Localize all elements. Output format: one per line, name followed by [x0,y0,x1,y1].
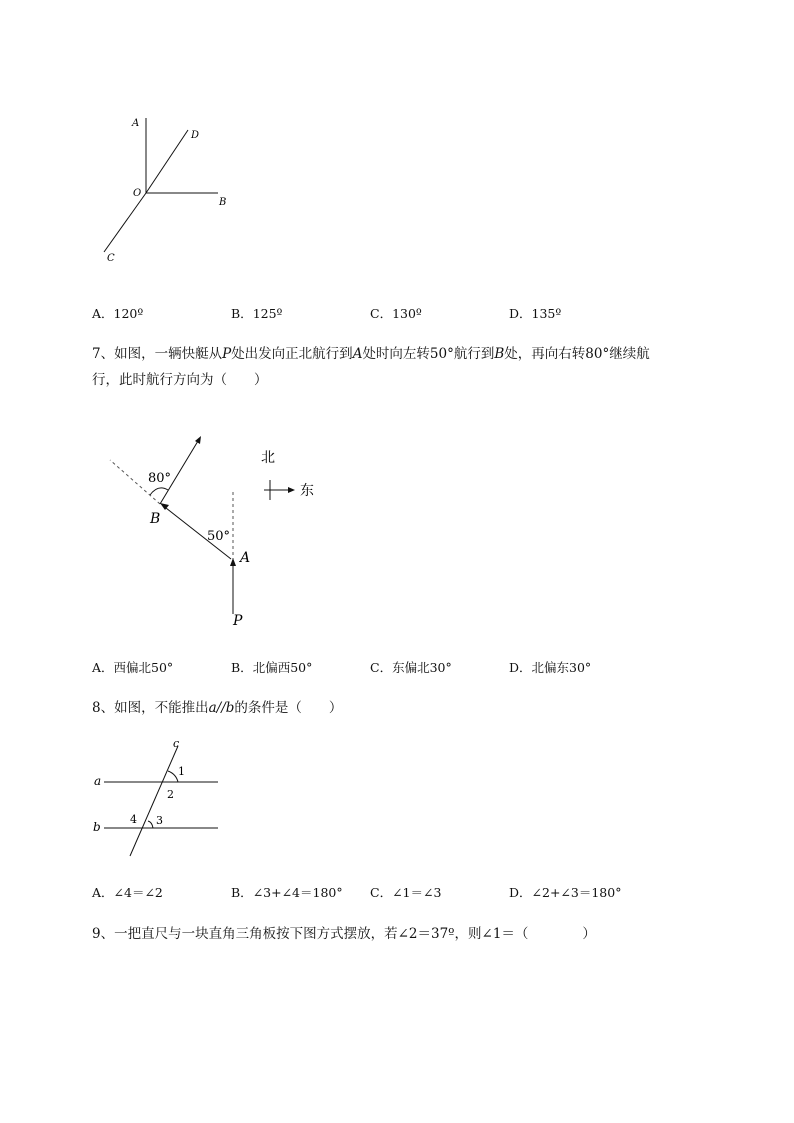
figure-boat-route [100,428,330,633]
q7-stem-line1: 7、如图，一辆快艇从P处出发向正北航行到A处时向左转50°航行到B处，再向右转80°继续航 [92,346,650,362]
arrow-pa [230,558,236,566]
q7-option-a: A．西偏北50° [92,660,174,675]
angle-arc-b [150,488,168,495]
arrow-b-onward [195,436,201,444]
point-p-label: P [233,613,243,629]
angle-4-label: 4 [130,813,137,826]
ray-od [146,130,188,193]
compass-east-label: 东 [300,483,314,499]
q9-stem: 9、一把直尺与一块直角三角板按下图方式摆放，若∠2＝37º，则∠1＝（ ） [92,926,596,942]
label-b: B [219,197,227,208]
label-c: C [107,253,115,264]
q6-option-a: A．120º [92,306,144,321]
q8-option-d: D．∠2+∠3＝180° [509,885,622,900]
q7-option-d: D．北偏东30° [509,660,592,675]
label-b: b [93,820,101,834]
line-c [130,746,178,856]
q7-option-b: B．北偏西50° [231,660,313,675]
compass-north-label: 北 [261,450,275,466]
ray-oc [104,193,146,252]
angle-1-label: 1 [178,765,185,778]
angle-arc-3 [148,821,153,828]
q7-option-c: C．东偏北30° [370,660,452,675]
angle-3-label: 3 [156,814,163,827]
label-o: O [133,188,142,199]
q8-option-b: B．∠3+∠4＝180° [231,885,343,900]
figure-parallel-lines [90,736,230,860]
label-d: D [191,130,200,141]
angle-2-label: 2 [167,788,174,801]
q7-stem-line2: 行，此时航行方向为（ ） [92,372,268,388]
q8-option-a: A．∠4＝∠2 [92,885,163,900]
q8-option-c: C．∠1＝∠3 [370,885,442,900]
q6-option-c: C．130º [370,306,422,321]
point-a-label: A [240,550,251,566]
label-a: a [94,774,102,788]
label-c: c [173,737,180,750]
angle-50-label: 50° [207,529,231,544]
point-b-label: B [150,511,161,527]
compass-icon [264,480,295,500]
q8-stem: 8、如图，不能推出a//b的条件是（ ） [92,700,343,716]
angle-80-label: 80° [148,471,172,486]
q6-option-d: D．135º [509,306,562,321]
label-a: A [132,118,140,129]
angle-arc-1 [168,771,178,782]
q6-option-b: B．125º [231,306,283,321]
figure-angle-rays [96,110,246,270]
